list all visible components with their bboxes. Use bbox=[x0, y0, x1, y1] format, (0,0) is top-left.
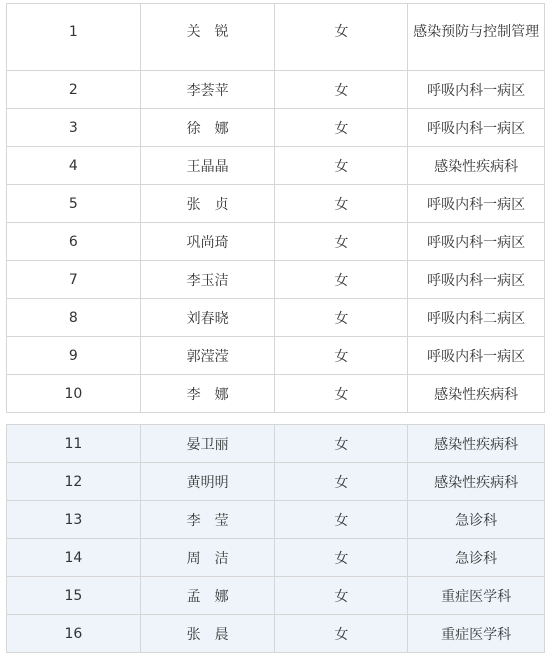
table-row bbox=[7, 425, 545, 463]
staff-gender: 女 bbox=[275, 539, 408, 577]
staff-gender: 女 bbox=[275, 71, 408, 109]
staff-department: 呼吸内科一病区 bbox=[408, 261, 545, 299]
staff-gender: 女 bbox=[275, 223, 408, 261]
staff-gender: 女 bbox=[275, 375, 408, 413]
staff-gender: 女 bbox=[275, 337, 408, 375]
staff-name: 巩尚琦 bbox=[140, 223, 275, 261]
staff-name: 李荟苹 bbox=[140, 71, 275, 109]
staff-department: 呼吸内科一病区 bbox=[408, 109, 545, 147]
staff-name: 晏卫丽 bbox=[140, 425, 275, 463]
staff-department: 感染预防与控制管理 bbox=[413, 24, 540, 40]
staff-name: 关 锐 bbox=[186, 24, 229, 40]
row-number: 6 bbox=[7, 223, 141, 261]
table-row bbox=[7, 4, 545, 71]
row-number: 14 bbox=[7, 539, 141, 577]
staff-table-top bbox=[6, 3, 545, 413]
row-number: 9 bbox=[7, 337, 141, 375]
staff-name: 徐 娜 bbox=[140, 109, 275, 147]
row-number: 16 bbox=[7, 615, 141, 653]
row-number: 1 bbox=[68, 24, 78, 40]
table-row bbox=[7, 501, 545, 539]
staff-gender: 女 bbox=[275, 109, 408, 147]
staff-department: 呼吸内科二病区 bbox=[408, 299, 545, 337]
staff-name: 黄明明 bbox=[140, 463, 275, 501]
table-row bbox=[7, 261, 545, 299]
staff-name: 李 娜 bbox=[140, 375, 275, 413]
row-number: 13 bbox=[7, 501, 141, 539]
staff-table-bottom bbox=[6, 424, 545, 653]
staff-name: 张 贞 bbox=[140, 185, 275, 223]
staff-name: 王晶晶 bbox=[140, 147, 275, 185]
staff-name: 刘春晓 bbox=[140, 299, 275, 337]
table-row bbox=[7, 463, 545, 501]
staff-gender: 女 bbox=[275, 501, 408, 539]
staff-gender: 女 bbox=[275, 577, 408, 615]
row-number: 2 bbox=[7, 71, 141, 109]
table-row bbox=[7, 615, 545, 653]
table-row bbox=[7, 223, 545, 261]
table-row bbox=[7, 337, 545, 375]
staff-department: 重症医学科 bbox=[408, 577, 545, 615]
table-row bbox=[7, 299, 545, 337]
staff-name: 孟 娜 bbox=[140, 577, 275, 615]
row-number: 7 bbox=[7, 261, 141, 299]
staff-department: 感染性疾病科 bbox=[408, 463, 545, 501]
staff-name: 郭滢滢 bbox=[140, 337, 275, 375]
row-number: 4 bbox=[7, 147, 141, 185]
staff-department: 急诊科 bbox=[408, 539, 545, 577]
staff-department: 感染性疾病科 bbox=[408, 147, 545, 185]
row-number: 11 bbox=[7, 425, 141, 463]
staff-gender: 女 bbox=[275, 147, 408, 185]
row-number: 5 bbox=[7, 185, 141, 223]
table-row bbox=[7, 109, 545, 147]
staff-name: 张 晨 bbox=[140, 615, 275, 653]
row-number: 3 bbox=[7, 109, 141, 147]
staff-gender: 女 bbox=[275, 615, 408, 653]
table-row bbox=[7, 185, 545, 223]
table-row bbox=[7, 147, 545, 185]
row-number: 8 bbox=[7, 299, 141, 337]
table-row bbox=[7, 71, 545, 109]
table-row bbox=[7, 539, 545, 577]
staff-department: 感染性疾病科 bbox=[408, 375, 545, 413]
row-number: 12 bbox=[7, 463, 141, 501]
staff-department: 呼吸内科一病区 bbox=[408, 337, 545, 375]
staff-department: 呼吸内科一病区 bbox=[408, 185, 545, 223]
staff-department: 感染性疾病科 bbox=[408, 425, 545, 463]
table-row bbox=[7, 577, 545, 615]
staff-name: 周 洁 bbox=[140, 539, 275, 577]
staff-department: 呼吸内科一病区 bbox=[408, 71, 545, 109]
row-number: 10 bbox=[7, 375, 141, 413]
staff-gender: 女 bbox=[275, 261, 408, 299]
staff-gender: 女 bbox=[275, 185, 408, 223]
staff-gender: 女 bbox=[275, 463, 408, 501]
staff-gender: 女 bbox=[275, 299, 408, 337]
staff-name: 李玉洁 bbox=[140, 261, 275, 299]
staff-department: 重症医学科 bbox=[408, 615, 545, 653]
staff-gender: 女 bbox=[275, 425, 408, 463]
staff-gender: 女 bbox=[334, 24, 349, 40]
table-row bbox=[7, 375, 545, 413]
row-number: 15 bbox=[7, 577, 141, 615]
staff-department: 呼吸内科一病区 bbox=[408, 223, 545, 261]
staff-department: 急诊科 bbox=[408, 501, 545, 539]
staff-name: 李 莹 bbox=[140, 501, 275, 539]
